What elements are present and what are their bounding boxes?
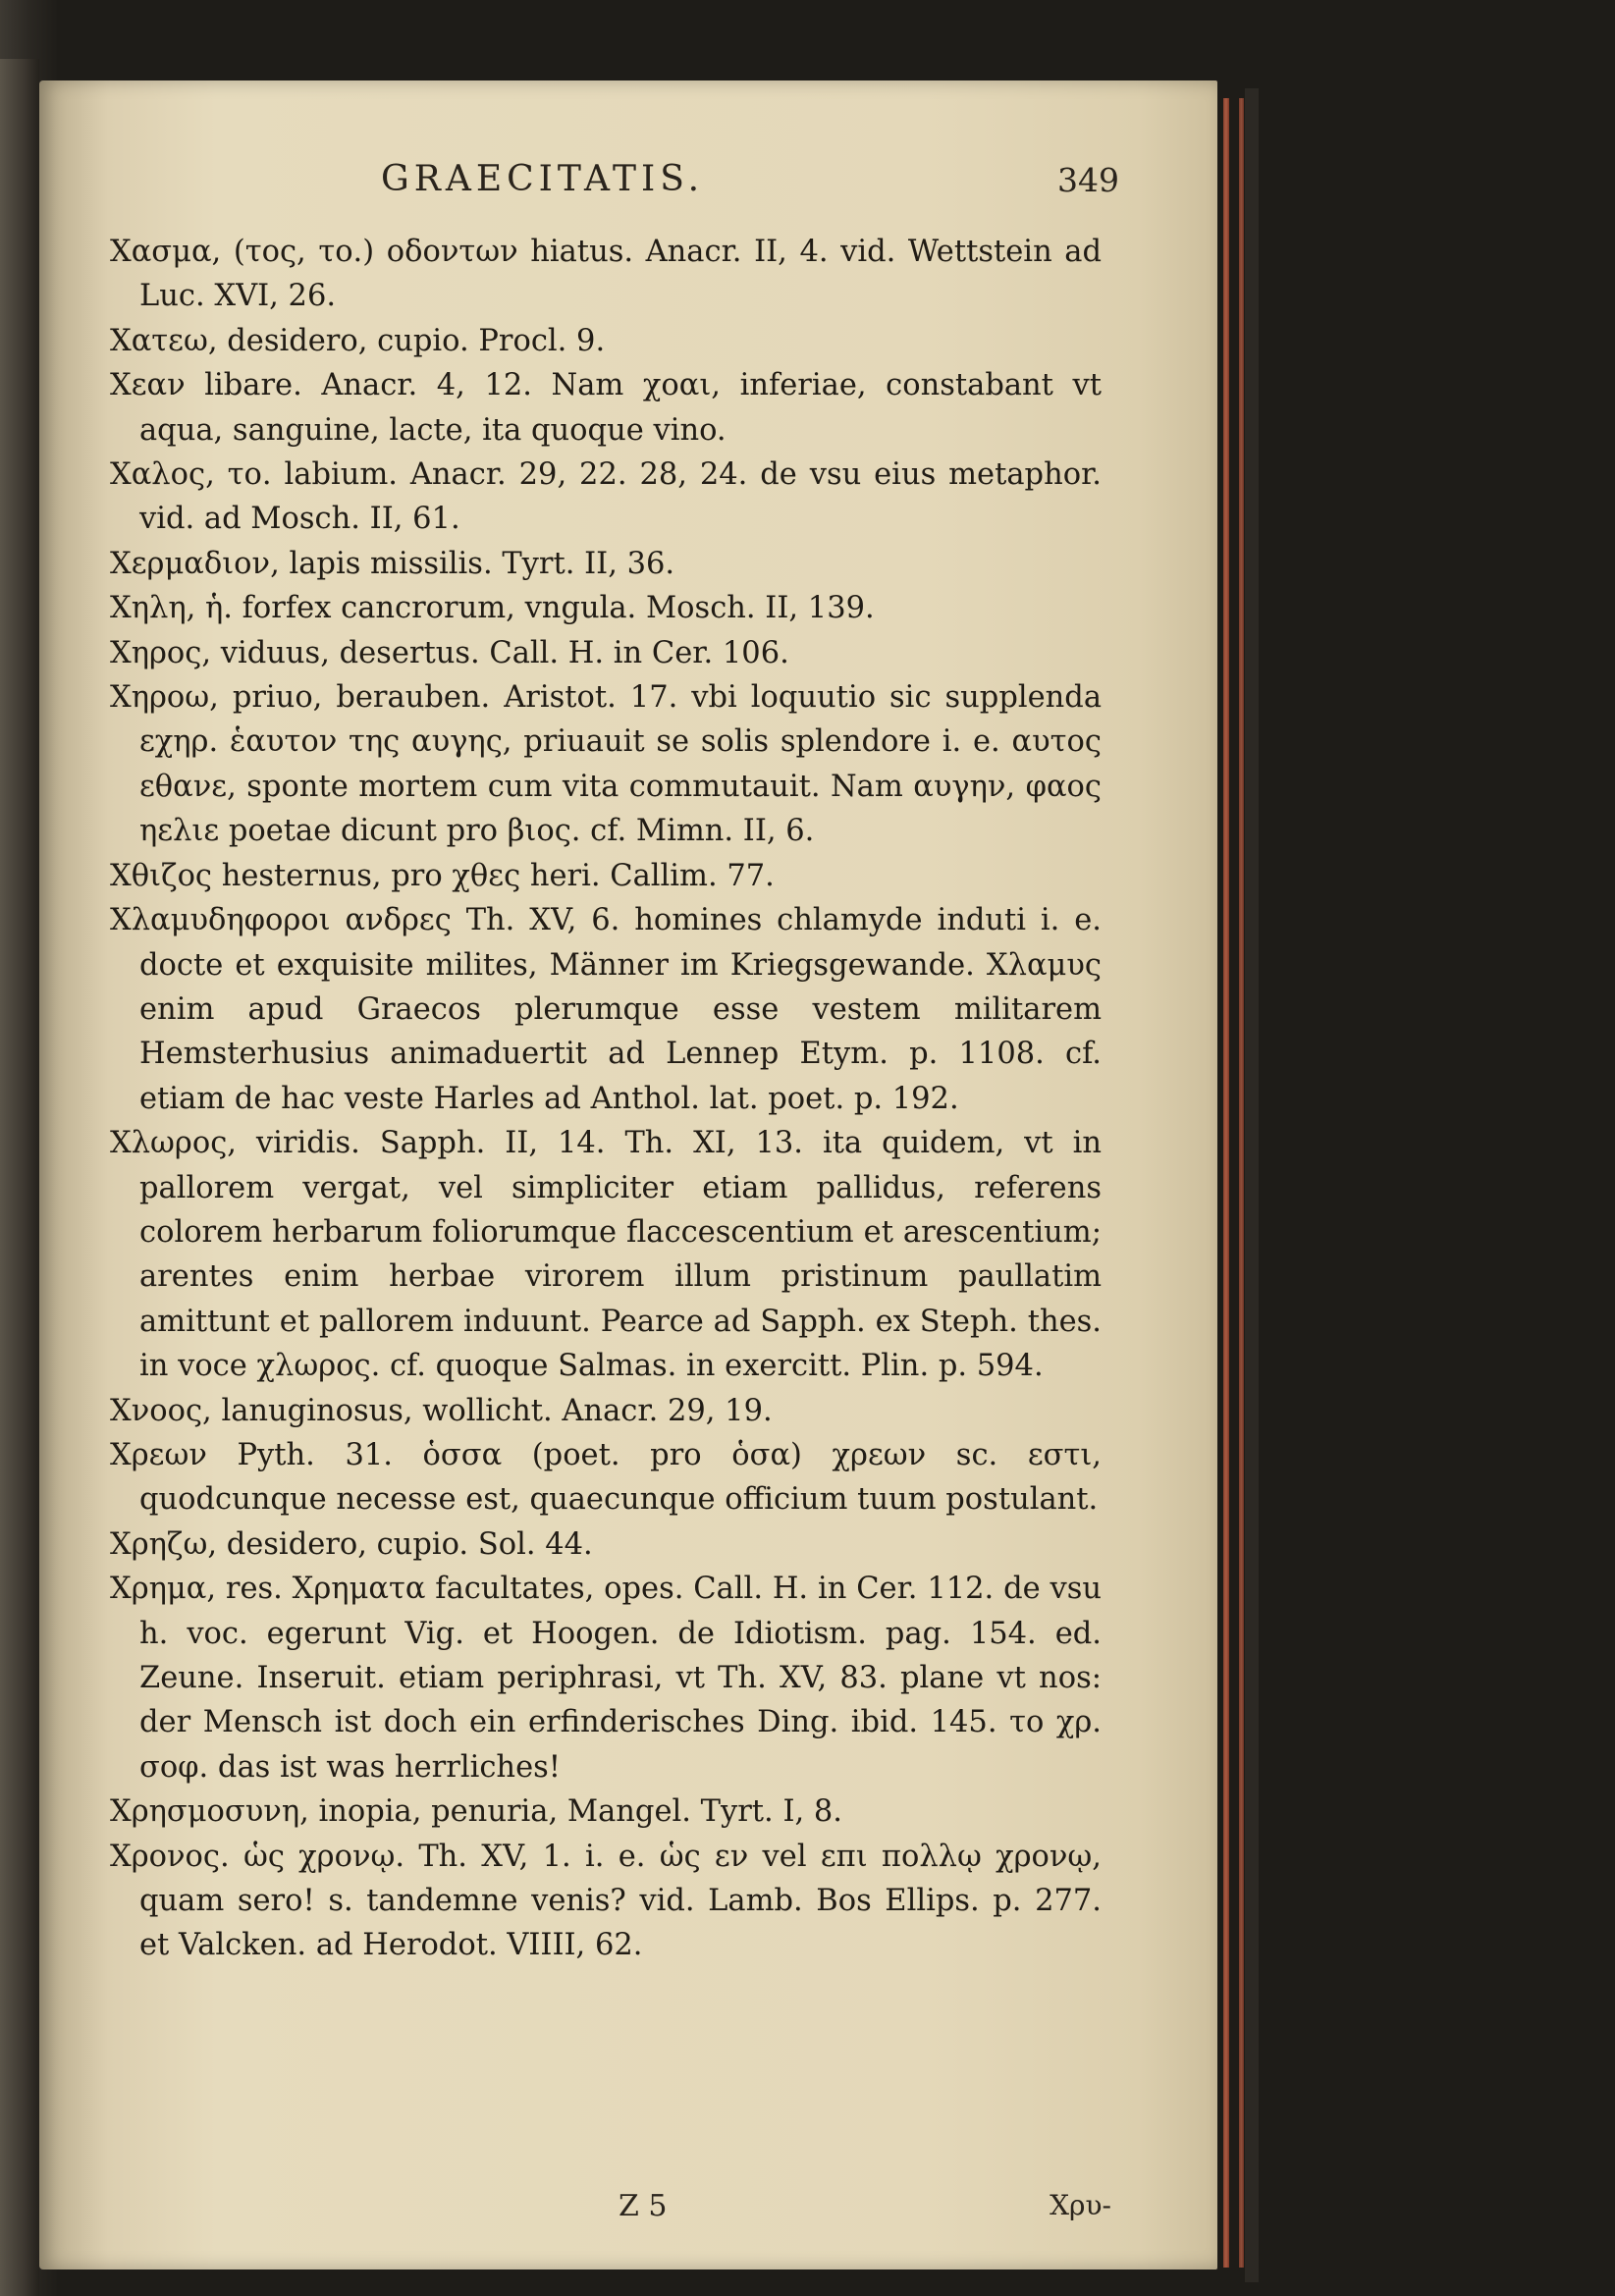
glossary-entry: Χνοος, lanuginosus, wollicht. Anacr. 29, 19. <box>110 1393 773 1428</box>
glossary-entry: Χηρος, viduus, desertus. Call. H. in Cer. 106. <box>110 635 789 670</box>
glossary-entry: Χρονος. ὡς χρονῳ. Th. XV, 1. i. e. ὡς εν vel επι πολλῳ χρονῳ, quam sero! s. tandemne venis? vid. Lamb. Bos Ellips. p. 277. et Valcken. ad Herodot. VIIII, 62. <box>110 1839 1102 1963</box>
glossary-entry: Χρεων Pyth. 31. ὁσσα (poet. pro ὁσα) χρεων sc. εστι, quodcunque necesse est, quaecunque officium tuum postulant. <box>110 1437 1102 1518</box>
glossary-entry: Χεαν libare. Anacr. 4, 12. Nam χοαι, inferiae, constabant vt aqua, sanguine, lacte, ita quoque vino. <box>110 368 1102 448</box>
glossary-entry: Χατεω, desidero, cupio. Procl. 9. <box>110 323 606 358</box>
book-cover-edge <box>1245 88 1259 2282</box>
glossary-entry: Χασμα, (τος, το.) οδοντων hiatus. Anacr. II, 4. vid. Wettstein ad Luc. XVI, 26. <box>110 235 1102 314</box>
book-gutter <box>0 59 39 2296</box>
glossary-entry: Χηροω, priuo, berauben. Aristot. 17. vbi loquutio sic supplenda εχηρ. ἑαυτον της αυγης, priuauit se solis splendore i. e. αυτος εθανε, sponte mortem cum vita commutauit. Nam αυγην, φαος ηελιε poetae dicunt pro βιος. cf. Mimn. II, 6. <box>110 680 1102 849</box>
page-edge-red <box>1223 98 1229 2268</box>
glossary-entry: Χαλος, το. labium. Anacr. 29, 22. 28, 24. de vsu eius metaphor. vid. ad Mosch. II, 61. <box>110 457 1102 537</box>
page-number: 349 <box>1057 161 1119 199</box>
glossary-entry: Χηλη, ἡ. forfex cancrorum, vngula. Mosch. II, 139. <box>110 591 875 626</box>
page-header <box>98 159 1119 218</box>
glossary-entry: Χλαμυδηφοροι ανδρες Th. XV, 6. homines chlamyde induti i. e. docte et exquisite milites, Männer im Kriegsgewande. Χλαμυς enim apud Graecos plerumque esse vestem militarem Hemsterhusius animaduertit ad Lennep Etym. p. 1108. cf. etiam de hac veste Harles ad Anthol. lat. poet. p. 192. <box>110 903 1102 1116</box>
page-footer <box>98 2189 1119 2238</box>
glossary-entry: Χθιζος hesternus, pro χθες heri. Callim. 77. <box>110 858 775 893</box>
glossary-entry-list <box>110 230 1102 1968</box>
glossary-entry: Χρησμοσυνη, inopia, penuria, Mangel. Tyrt. I, 8. <box>110 1794 842 1830</box>
glossary-entry: Χερμαδιον, lapis missilis. Tyrt. II, 36. <box>110 546 675 581</box>
running-head: GRAECITATIS. <box>381 159 705 199</box>
glossary-entry: Χρημα, res. Χρηματα facultates, opes. Call. H. in Cer. 112. de vsu h. voc. egerunt Vig. et Hoogen. de Idiotism. pag. 154. ed. Zeune. Inseruit. etiam periphrasi, vt Th. XV, 83. plane vt nos: der Mensch ist doch ein erfinderisches Ding. ibid. 145. το χρ. σοφ. das ist was herrliches! <box>110 1572 1102 1785</box>
catchword: Χρυ- <box>1050 2189 1111 2221</box>
page-edge-red <box>1239 98 1244 2268</box>
glossary-entry: Χρηζω, desidero, cupio. Sol. 44. <box>110 1526 593 1562</box>
signature-mark: Z 5 <box>619 2189 668 2223</box>
glossary-entry: Χλωρος, viridis. Sapph. II, 14. Th. XI, 13. ita quidem, vt in pallorem vergat, vel simpliciter etiam pallidus, referens colorem herbarum foliorumque flaccescentium et arescentium; arentes enim herbae virorem illum pristinum paullatim amittunt et pallorem induunt. Pearce ad Sapph. ex Steph. thes. in voce χλωρος. cf. quoque Salmas. in exercitt. Plin. p. 594. <box>110 1126 1102 1384</box>
